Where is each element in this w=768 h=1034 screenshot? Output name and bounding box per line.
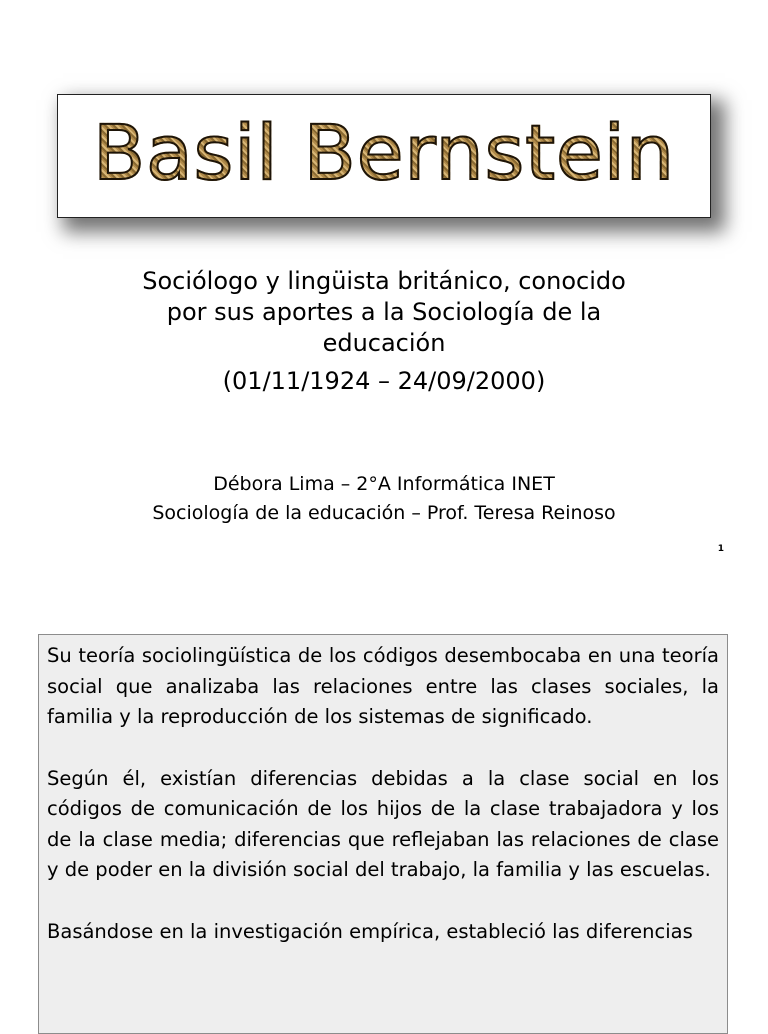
slide-title: Basil Bernstein	[92, 108, 676, 197]
title-frame	[57, 94, 711, 218]
course-line: Sociología de la educación – Prof. Teresa Reinoso	[152, 502, 616, 524]
slide-2	[0, 600, 768, 1024]
page-number: 1	[717, 544, 724, 554]
paragraph: Según él, existían diferencias debidas a la clase social en los códigos de comunicación de los hijos de la clase trabajadora y los de la clase media; diferencias que reflejaban las relaciones de clase y de poder en la división social del trabajo, la familia y las escuelas.	[47, 766, 719, 881]
paragraph: Su teoría sociolingüística de los códigos desembocaba en una teoría social que analizaba las relaciones entre las clases sociales, la familia y la reproducción de los sistemas de significado.	[47, 644, 719, 728]
subtitle-line: educación	[322, 329, 446, 357]
subtitle-line: Sociólogo y lingüista británico, conocido	[142, 267, 626, 295]
paragraph: Basándose en la investigación empírica, estableció las diferencias	[47, 919, 693, 943]
subtitle-line: por sus aportes a la Sociología de la	[166, 298, 602, 326]
content-box	[38, 634, 728, 1034]
author-info	[84, 470, 684, 528]
author-line: Débora Lima – 2°A Informática INET	[213, 473, 555, 495]
life-dates: (01/11/1924 – 24/09/2000)	[222, 367, 546, 395]
subtitle	[84, 266, 684, 359]
